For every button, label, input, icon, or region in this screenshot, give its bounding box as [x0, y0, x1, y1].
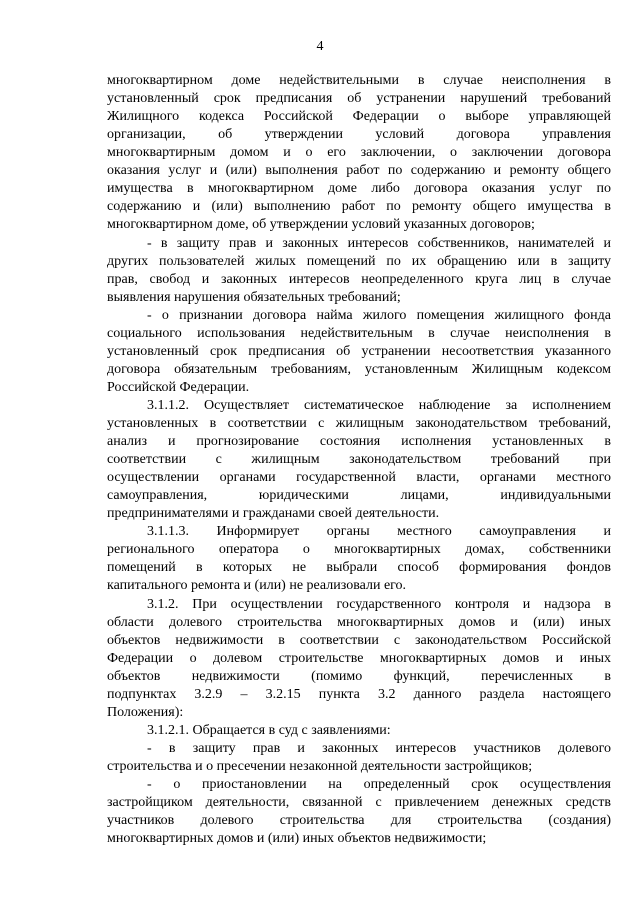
text-line: установленный срок предписания об устранении нарушений требований [107, 91, 611, 106]
text-line: Федерации о долевом строительстве многоквартирных домов и иных [107, 650, 611, 666]
text-line: - в защиту прав и законных интересов собственников, нанимателей и [147, 235, 611, 251]
text-line: оказания услуг и (или) выполнения работ по содержанию и ремонту общего [107, 163, 611, 179]
text-line: других пользователей жилых помещений по их обращению или в защиту [107, 253, 611, 269]
text-line: социального использования недействительным в случае неисполнения в [107, 325, 611, 341]
text-line: выявления нарушения обязательных требований; [107, 289, 401, 305]
text-line: области долевого строительства многоквартирных домов и (или) иных [107, 614, 611, 630]
text-line: строительства и о пресечении незаконной деятельности застройщиков; [107, 758, 533, 774]
text-line: многоквартирном доме, об утверждении условий указанных договоров; [107, 217, 535, 233]
text-line: 3.1.1.2. Осуществляет систематическое наблюдение за исполнением [147, 397, 611, 413]
text-line: - в защиту прав и законных интересов участников долевого [147, 740, 611, 756]
text-line: анализ и прогнозирование состояния исполнения установленных в [107, 434, 611, 449]
text-line: 3.1.2.1. Обращается в суд с заявлениями: [147, 722, 391, 738]
text-line: Российской Федерации. [107, 379, 250, 395]
text-line: Жилищного кодекса Российской Федерации о выборе управляющей [107, 109, 611, 125]
text-line: организации, об утверждении условий договора управления [107, 127, 611, 143]
text-line: соответствии с жилищным законодательством требований при [107, 452, 611, 468]
text-line: застройщиком деятельности, связанной с привлечением денежных средств [107, 795, 611, 810]
text-line: многоквартирном доме недействительными в случае неисполнения в [107, 73, 611, 88]
page-number: 4 [316, 39, 324, 54]
text-line: самоуправления, юридическими лицами, индивидуальными [107, 488, 611, 504]
text-line: 3.1.1.3. Информирует органы местного самоуправления и [147, 524, 611, 540]
text-line: осуществлении органами государственной власти, органами местного [107, 470, 611, 486]
text-line: предпринимателями и гражданами своей деятельности. [107, 506, 440, 522]
text-line: - о приостановлении на определенный срок осуществления [147, 777, 611, 792]
text-line: помещений в которых не выбрали способ формирования фондов [107, 560, 611, 576]
text-line: договора обязательным требованиям, установленным Жилищным кодексом [107, 361, 611, 377]
text-line: регионального оператора о многоквартирных домах, собственники [107, 542, 611, 558]
text-line: прав, свобод и законных интересов неопределенного круга лиц в случае [107, 271, 611, 287]
text-line: объектов недвижимости в соответствии с законодательством Российской [107, 632, 611, 648]
text-line: установленных в соответствии с жилищным законодательством требований, [107, 415, 611, 431]
text-line: содержанию и (или) выполнению работ по ремонту общего имущества в [107, 199, 611, 215]
text-line: установленный срок предписания об устранении несоответствия указанного [107, 343, 611, 359]
text-line: участников долевого строительства для строительства (создания) [107, 813, 611, 829]
text-line: Положения): [107, 704, 184, 720]
text-line: 3.1.2. При осуществлении государственного контроля и надзора в [147, 596, 611, 612]
text-line: - о признании договора найма жилого помещения жилищного фонда [147, 307, 611, 323]
text-line: объектов недвижимости (помимо функций, перечисленных в [107, 668, 611, 684]
text-line: имущества в многоквартирном доме либо договора оказания услуг по [107, 181, 611, 197]
text-line: подпунктах 3.2.9 – 3.2.15 пункта 3.2 данного раздела настоящего [107, 686, 611, 702]
text-line: капитального ремонта и (или) не реализовали его. [107, 578, 407, 594]
text-line: многоквартирным домом и о его заключении, о заключении договора [107, 145, 611, 161]
text-line: многоквартирных домов и (или) иных объектов недвижимости; [107, 831, 487, 847]
